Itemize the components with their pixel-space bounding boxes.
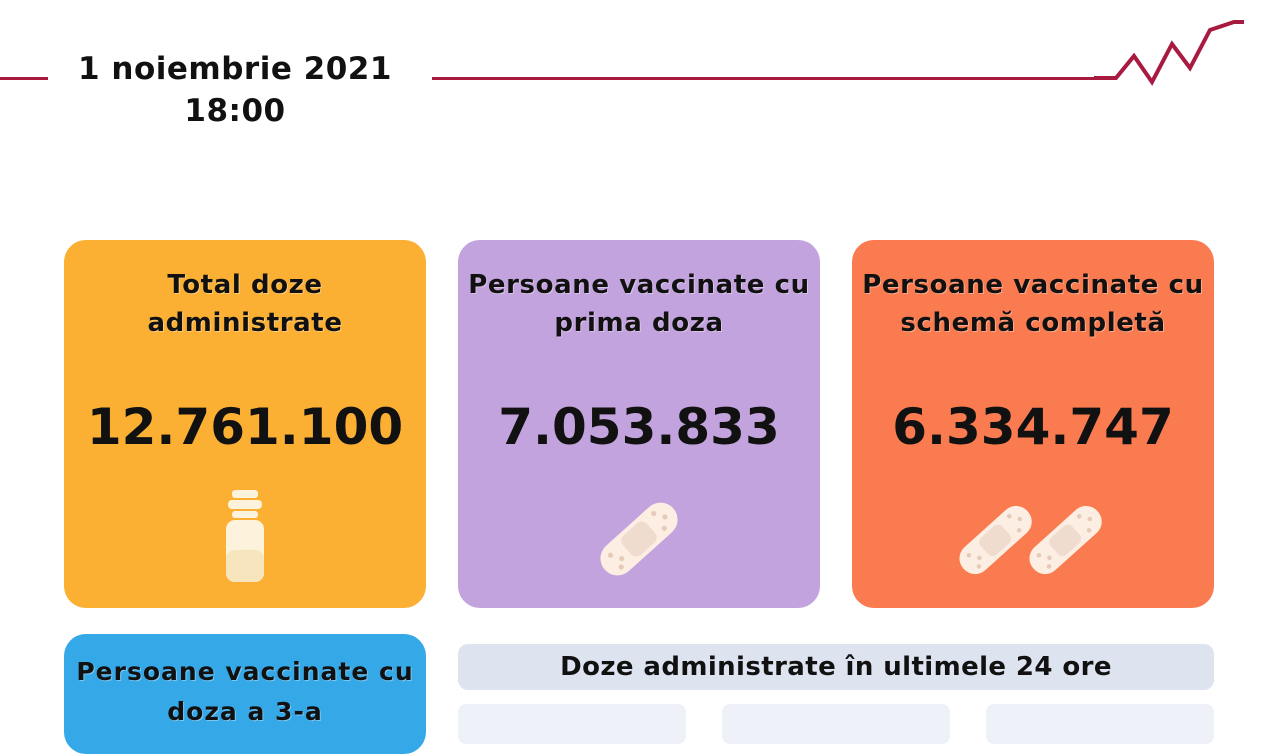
card-total-doses — [64, 240, 426, 608]
card-full-scheme-value: 6.334.747 — [892, 398, 1174, 456]
doses-24h-boxes — [458, 704, 1214, 744]
stats-cards — [0, 240, 1280, 610]
trend-zigzag-icon — [1094, 20, 1244, 90]
double-bandage-icon — [862, 484, 1204, 594]
card-full-scheme-title: Persoane vaccinate cu schemă completă — [862, 270, 1204, 338]
header-time: 18:00 — [184, 93, 286, 129]
card-first-dose-title: Persoane vaccinate cu prima doza — [468, 270, 810, 338]
card-third-dose-title: Persoane vaccinate cu doza a 3-a — [76, 657, 414, 726]
card-first-dose — [458, 240, 820, 608]
bottom-row — [0, 634, 1280, 726]
vaccine-vial-icon — [74, 484, 416, 594]
doses-24h-box — [458, 704, 686, 744]
date-block — [60, 48, 410, 132]
header-rule-right — [432, 77, 1104, 80]
bandage-icon — [468, 484, 810, 594]
doses-24h-box — [986, 704, 1214, 744]
header-rule-left — [0, 77, 48, 80]
card-total-doses-value: 12.761.100 — [86, 398, 404, 456]
header — [0, 0, 1280, 150]
doses-24h-panel — [458, 644, 1214, 690]
card-first-dose-value: 7.053.833 — [498, 398, 780, 456]
header-date: 1 noiembrie 2021 — [78, 51, 392, 87]
doses-24h-title: Doze administrate în ultimele 24 ore — [560, 652, 1112, 682]
card-third-dose — [64, 634, 426, 754]
card-total-doses-title: Total doze administrate — [147, 270, 343, 338]
doses-24h-box — [722, 704, 950, 744]
card-full-scheme — [852, 240, 1214, 608]
